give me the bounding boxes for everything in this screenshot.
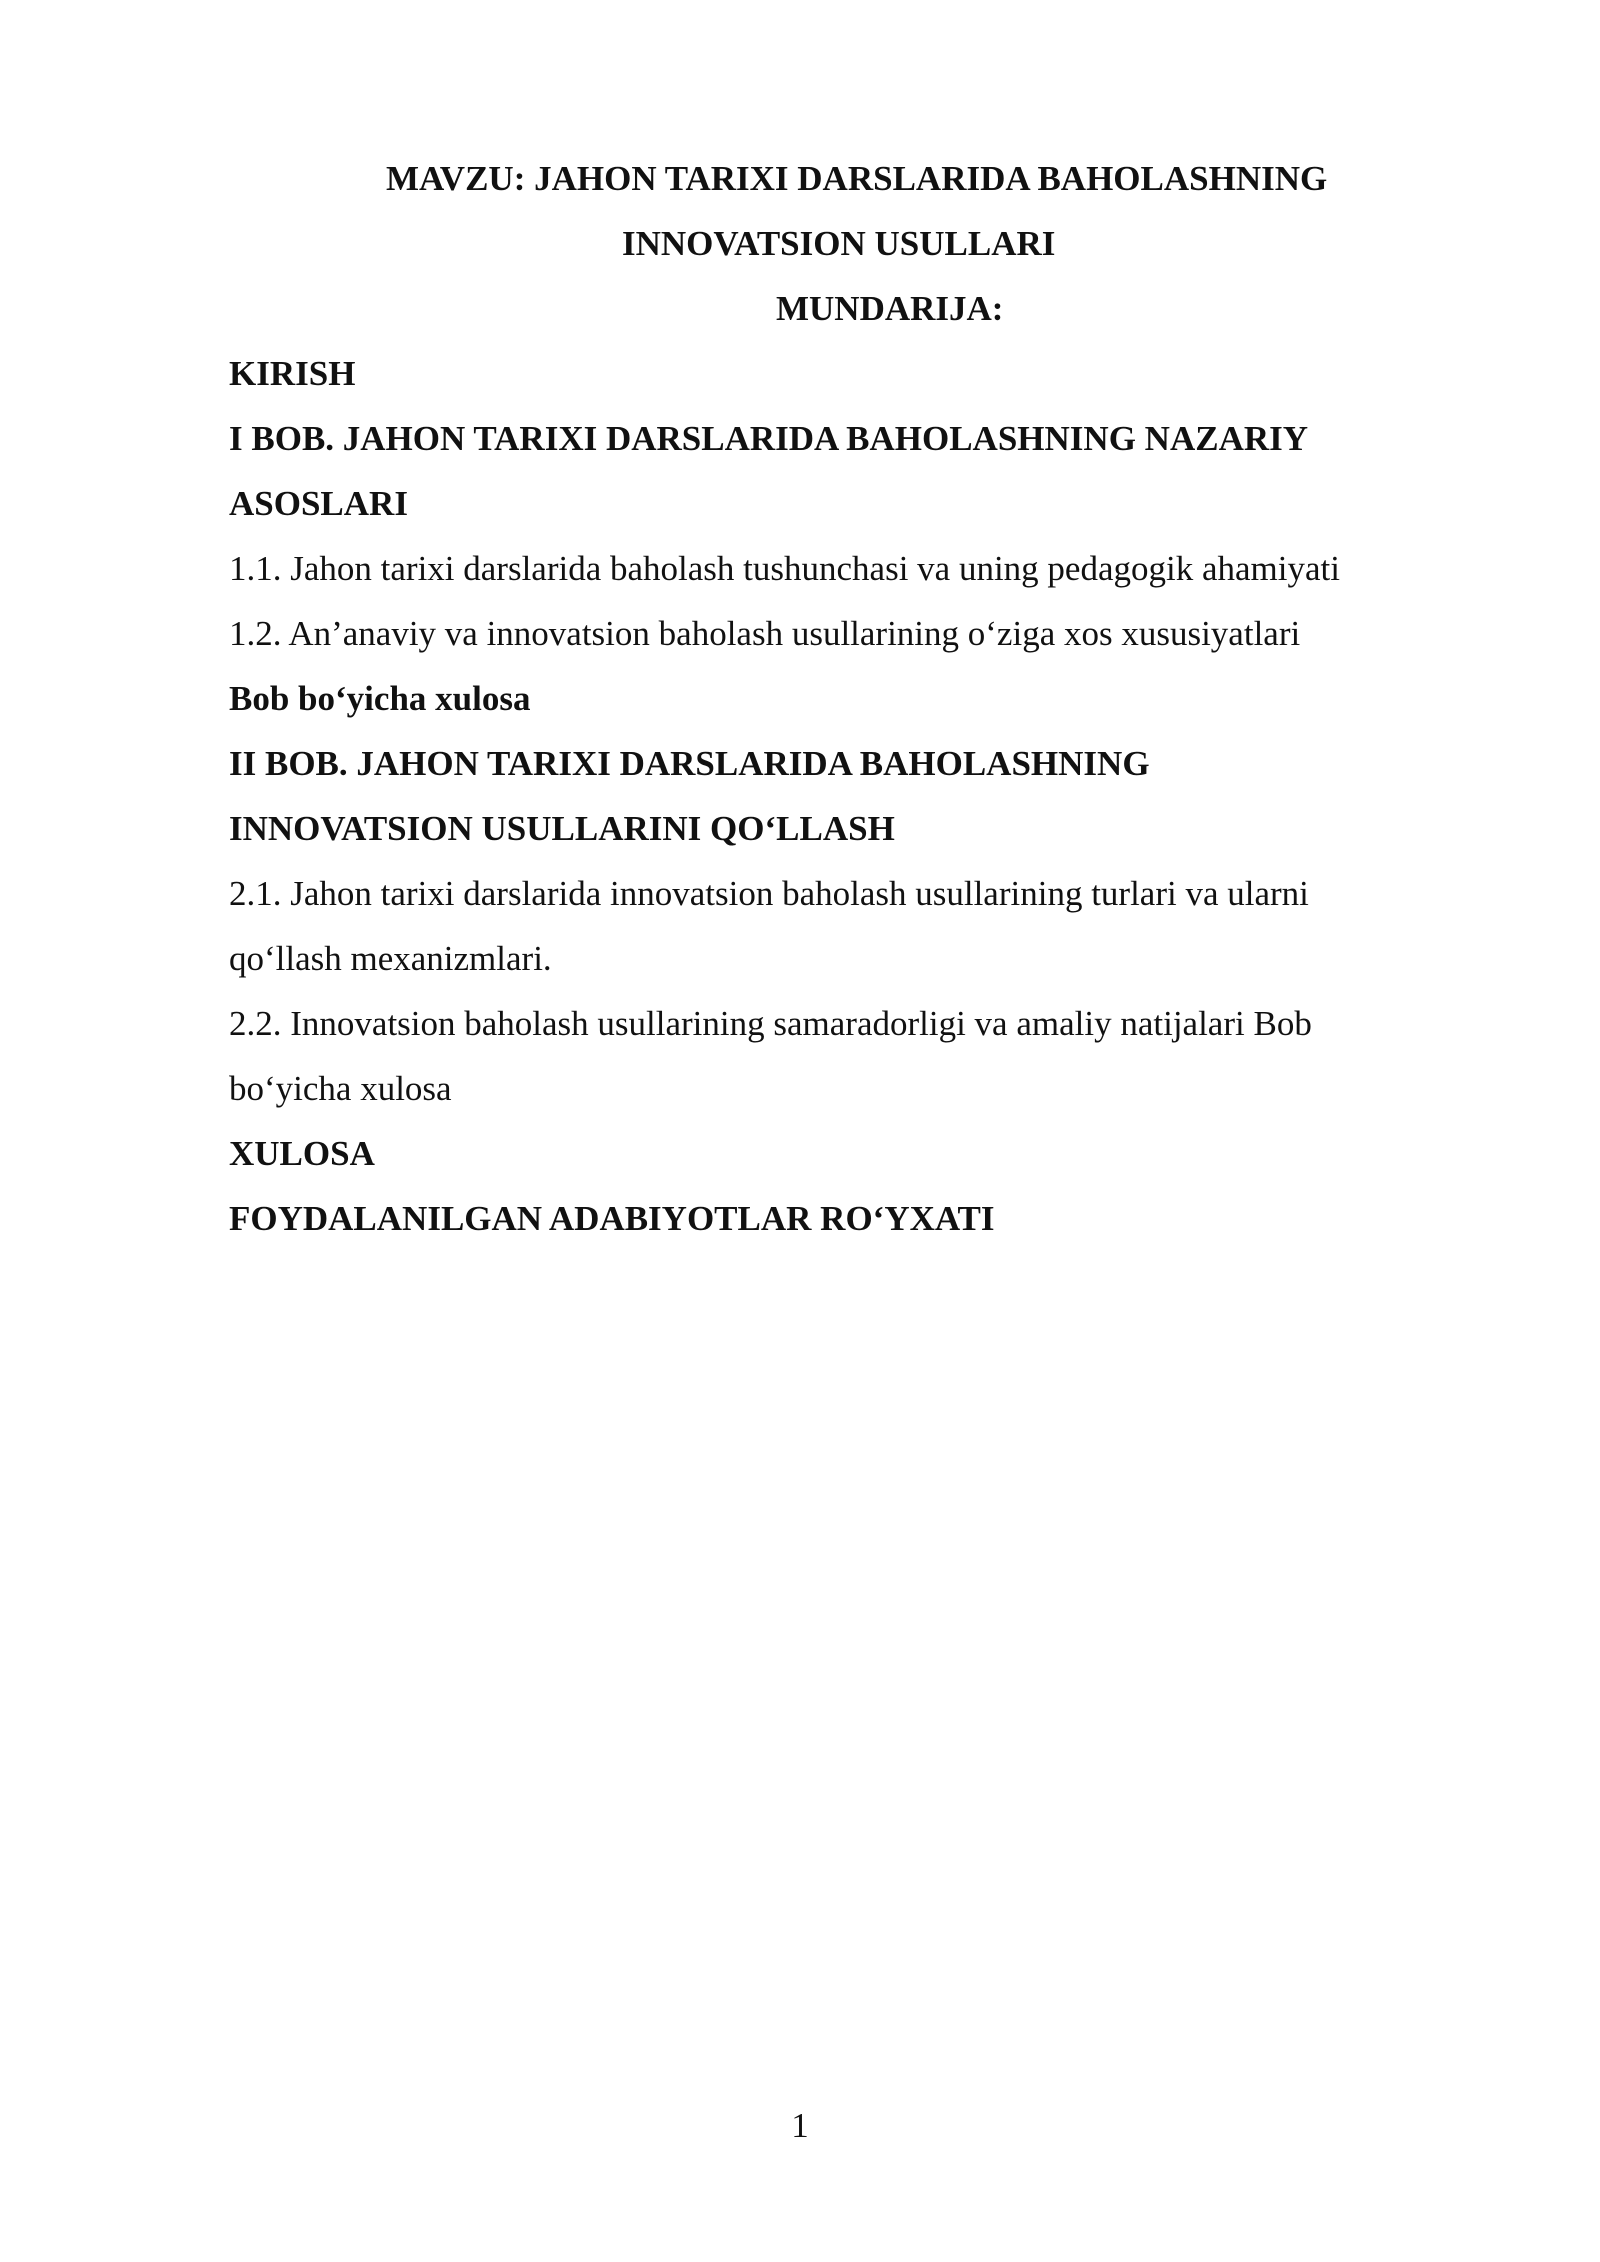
toc-conclusion: XULOSA [229,1134,375,1173]
toc-intro: KIRISH [229,354,356,393]
toc-section-1-2: 1.2. An’anaviy va innovatsion baholash usullarining o‘ziga xos xususiyatlari [229,614,1301,653]
toc-chapter2-heading-line-1: II BOB. JAHON TARIXI DARSLARIDA BAHOLASHNING [229,744,1150,783]
toc-chapter1-heading-line-1: I BOB. JAHON TARIXI DARSLARIDA BAHOLASHNING NAZARIY [229,419,1309,458]
toc-section-2-2-line-2: bo‘yicha xulosa [229,1069,452,1108]
toc-references: FOYDALANILGAN ADABIYOTLAR RO‘YXATI [229,1199,995,1238]
toc-chapter2-heading-line-2: INNOVATSION USULLARINI QO‘LLASH [229,809,895,848]
document-title-line-2: INNOVATSION USULLARI [622,224,1056,263]
toc-section-2-1-line-2: qo‘llash mexanizmlari. [229,939,552,978]
page-content [229,146,1429,1251]
toc-section-2-2-line-1: 2.2. Innovatsion baholash usullarining samaradorligi va amaliy natijalari Bob [229,1004,1312,1043]
toc-section-2-1-line-1: 2.1. Jahon tarixi darslarida innovatsion baholash usullarining turlari va ularni [229,874,1309,913]
toc-heading: MUNDARIJA: [776,289,1004,328]
page-number: 1 [791,2106,809,2145]
document-title-line-1: MAVZU: JAHON TARIXI DARSLARIDA BAHOLASHNING [386,159,1328,198]
toc-section-1-1: 1.1. Jahon tarixi darslarida baholash tushunchasi va uning pedagogik ahamiyati [229,549,1340,588]
toc-chapter1-summary: Bob bo‘yicha xulosa [229,679,531,718]
toc-chapter1-heading-line-2: ASOSLARI [229,484,408,523]
